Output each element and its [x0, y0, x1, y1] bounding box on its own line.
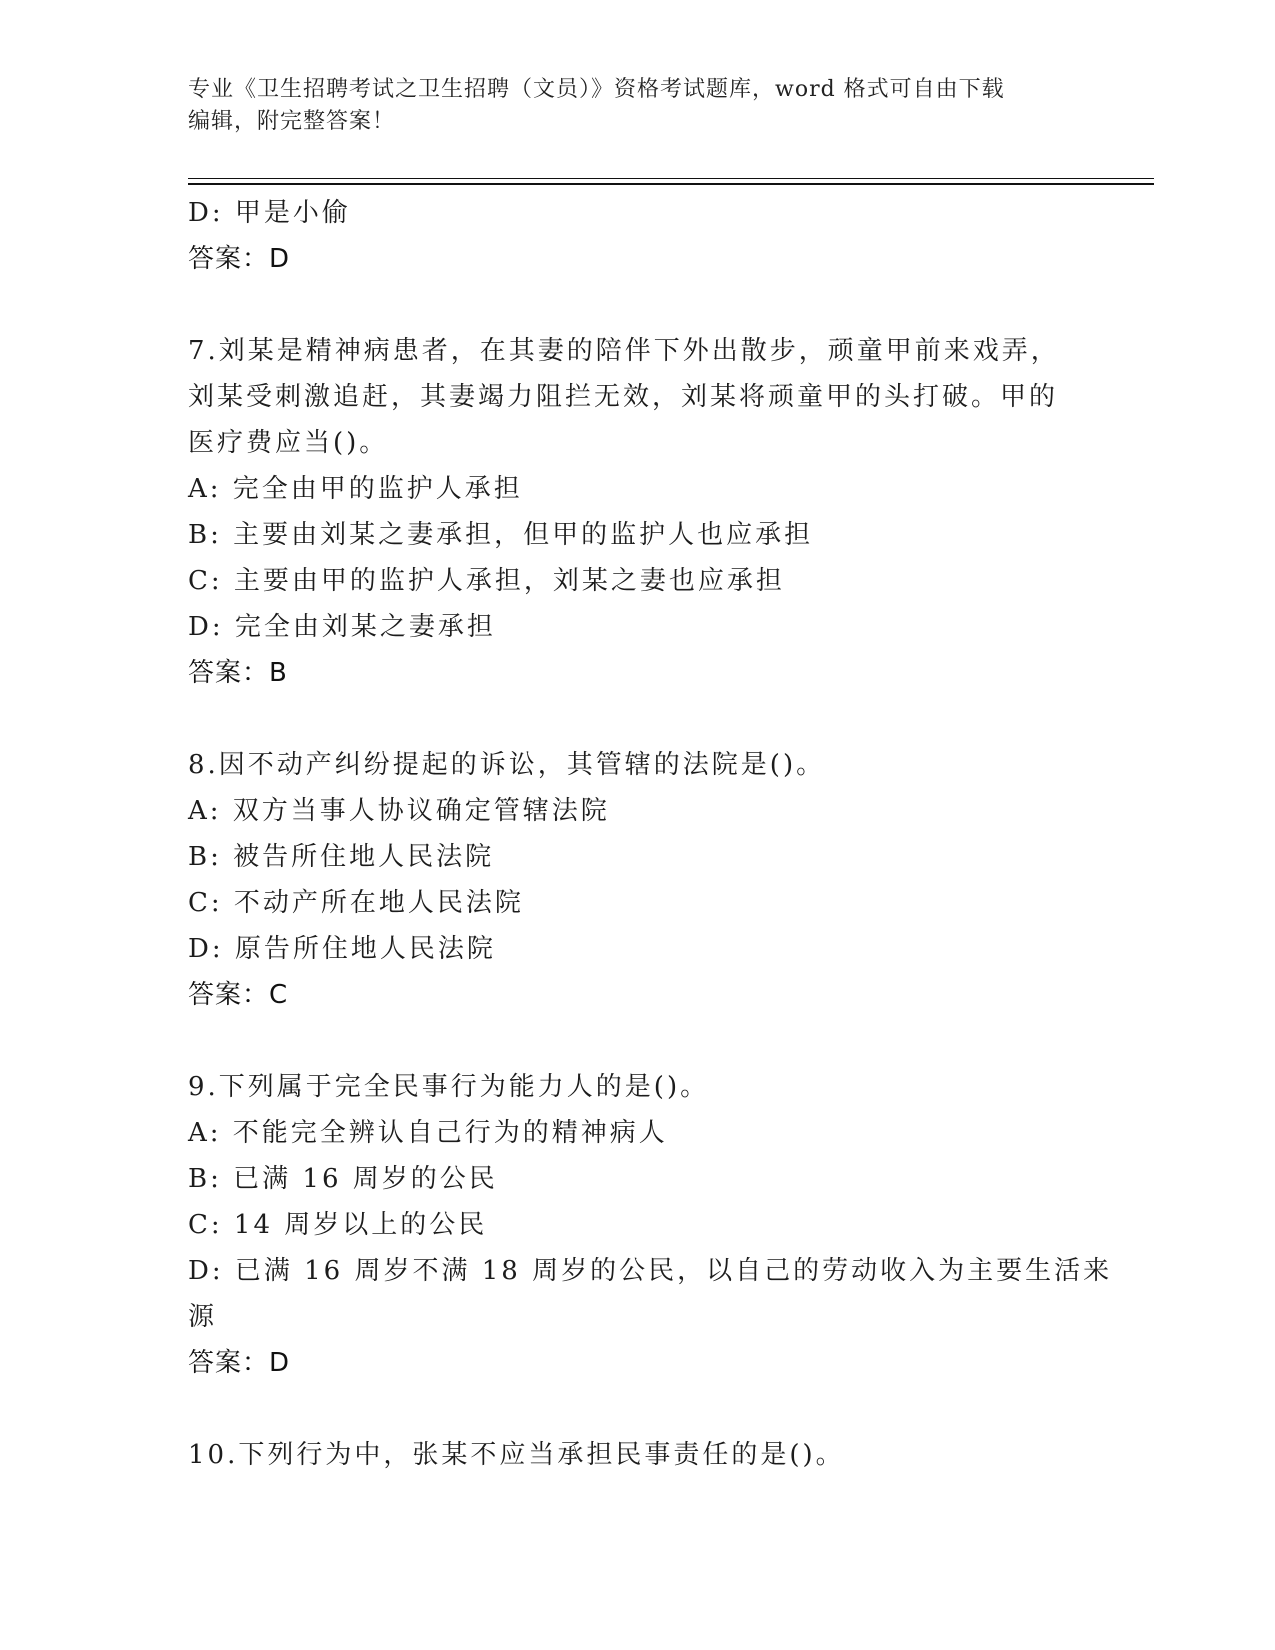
option-d: D: 原告所住地人民法院	[188, 934, 496, 964]
option-b: B: 已满 16 周岁的公民	[188, 1164, 498, 1194]
option-b: B: 被告所住地人民法院	[188, 842, 495, 872]
spacer	[188, 696, 1088, 742]
header-divider-thin	[188, 178, 1154, 179]
option-a: A: 完全由甲的监护人承担	[188, 474, 523, 504]
header-divider-thick	[188, 183, 1154, 185]
question-text-line: 医疗费应当()。	[188, 428, 389, 458]
option-a: A: 不能完全辨认自己行为的精神病人	[188, 1118, 668, 1148]
option-d: D: 甲是小偷	[188, 198, 351, 228]
option-d: D: 完全由刘某之妻承担	[188, 612, 496, 642]
question-text-line: 8.因不动产纠纷提起的诉讼，其管辖的法院是()。	[188, 750, 826, 780]
answer: 答案：B	[188, 658, 288, 688]
spacer	[188, 282, 1088, 328]
option-b: B: 主要由刘某之妻承担，但甲的监护人也应承担	[188, 520, 814, 550]
spacer	[188, 1018, 1088, 1064]
option-d-continued: 源	[188, 1302, 218, 1332]
option-c: C: 不动产所在地人民法院	[188, 888, 524, 918]
question-7	[188, 328, 1088, 696]
question-9	[188, 1064, 1113, 1386]
answer: 答案：D	[188, 1348, 291, 1378]
option-c: C: 主要由甲的监护人承担，刘某之妻也应承担	[188, 566, 785, 596]
question-6-tail	[188, 190, 1088, 282]
question-text-line: 刘某受刺激追赶，其妻竭力阻拦无效，刘某将顽童甲的头打破。甲的	[188, 382, 1059, 412]
answer: 答案：D	[188, 244, 291, 274]
document-body	[188, 190, 1113, 1478]
question-text-line: 10.下列行为中，张某不应当承担民事责任的是()。	[188, 1440, 845, 1470]
question-8	[188, 742, 1088, 1018]
question-text-line: 9.下列属于完全民事行为能力人的是()。	[188, 1072, 710, 1102]
question-10	[188, 1432, 1088, 1478]
header-line-2: 编辑，附完整答案！	[188, 109, 396, 134]
header-line-1: 专业《卫生招聘考试之卫生招聘（文员）》资格考试题库，word 格式可自由下载	[188, 77, 1005, 102]
spacer	[188, 1386, 1088, 1432]
document-header	[188, 74, 1068, 138]
option-a: A: 双方当事人协议确定管辖法院	[188, 796, 610, 826]
option-c: C: 14 周岁以上的公民	[188, 1210, 488, 1240]
question-text-line: 7.刘某是精神病患者，在其妻的陪伴下外出散步，顽童甲前来戏弄，	[188, 336, 1060, 366]
answer: 答案：C	[188, 980, 289, 1010]
option-d: D: 已满 16 周岁不满 18 周岁的公民，以自己的劳动收入为主要生活来	[188, 1256, 1113, 1286]
